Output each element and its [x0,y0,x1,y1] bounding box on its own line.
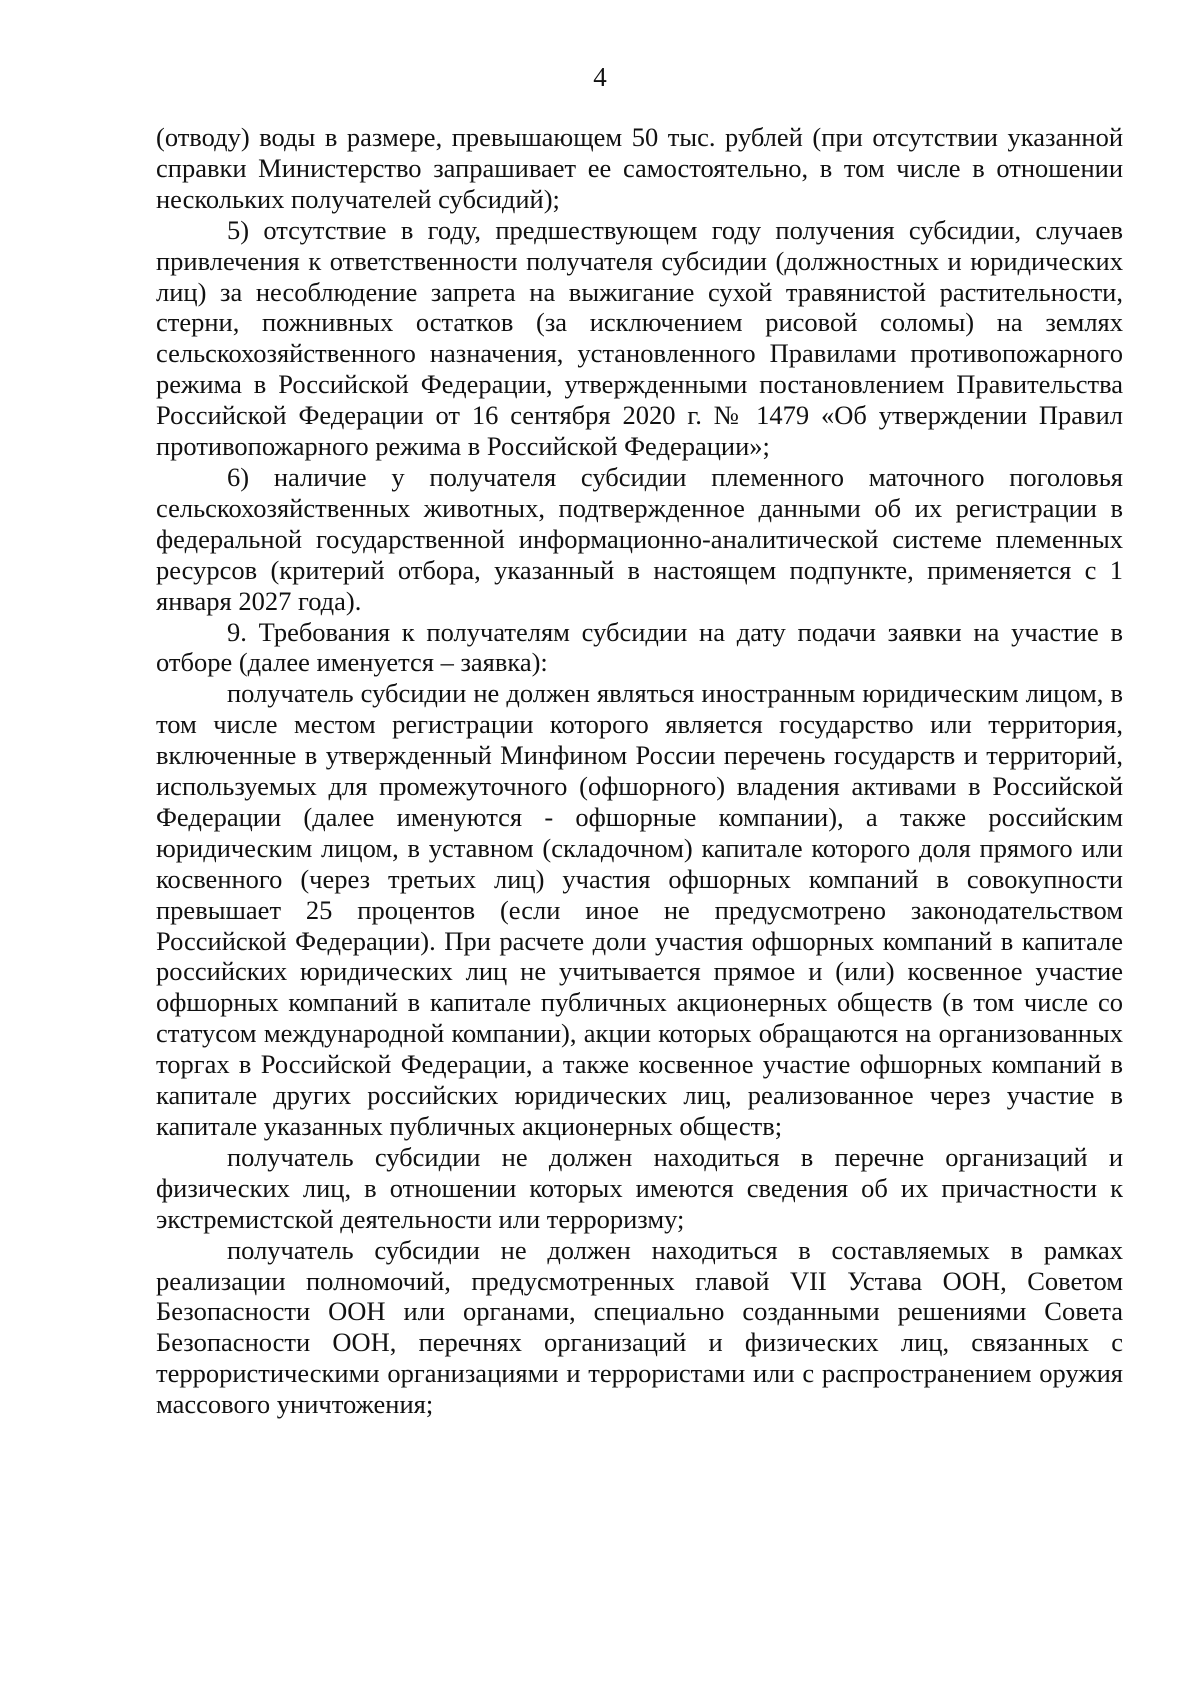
paragraph-requirement-offshore: получатель субсидии не должен являться иностранным юридическим лицом, в том числе местом регистрации которого является государство или территория, включенные в утвержденный Минфином России перечень государств и территорий, используемых для промежуточного (офшорного) владения активами в Российской Федерации (далее именуются - офшорные компании), а также российским юридическим лицом, в уставном (складочном) капитале которого доля прямого или косвенного (через третьих лиц) участия офшорных компаний в совокупности превышает 25 процентов (если иное не предусмотрено законодательством Российской Федерации). При расчете доли участия офшорных компаний в капитале российских юридических лиц не учитывается прямое и (или) косвенное участие офшорных компаний в капитале публичных акционерных обществ (в том числе со статусом международной компании), акции которых обращаются на организованных торгах в Российской Федерации, а также косвенное участие офшорных компаний в капитале других российских юридических лиц, реализованное через участие в капитале указанных публичных акционерных обществ; [156,678,1123,1141]
paragraph-requirement-extremism: получатель субсидии не должен находиться в перечне организаций и физических лиц, в отношении которых имеются сведения об их причастности к экстремистской деятельности или терроризму; [156,1141,1123,1234]
document-body [156,122,1123,1420]
paragraph-continuation: (отводу) воды в размере, превышающем 50 тыс. рублей (при отсутствии указанной справки Министерство запрашивает ее самостоятельно, в том числе в отношении нескольких получателей субсидий); [156,122,1123,214]
paragraph-section-9: 9. Требования к получателям субсидии на дату подачи заявки на участие в отборе (далее именуется – заявка): [156,616,1123,678]
paragraph-item-5: 5) отсутствие в году, предшествующем году получения субсидии, случаев привлечения к ответственности получателя субсидии (должностных и юридических лиц) за несоблюдение запрета на выжигание сухой травянистой растительности, стерни, пожнивных остатков (за исключением рисовой соломы) на землях сельскохозяйственного назначения, установленного Правилами противопожарного режима в Российской Федерации, утвержденными постановлением Правительства Российской Федерации от 16 сентября 2020 г. № 1479 «Об утверждении Правил противопожарного режима в Российской Федерации»; [156,214,1123,462]
paragraph-requirement-un-lists: получатель субсидии не должен находиться в составляемых в рамках реализации полномочий, предусмотренных главой VII Устава ООН, Советом Безопасности ООН или органами, специально созданными решениями Совета Безопасности ООН, перечнях организаций и физических лиц, связанных с террористическими организациями и террористами или с распространением оружия массового уничтожения; [156,1234,1123,1420]
paragraph-item-6: 6) наличие у получателя субсидии племенного маточного поголовья сельскохозяйственных животных, подтвержденное данными об их регистрации в федеральной государственной информационно-аналитической системе племенных ресурсов (критерий отбора, указанный в настоящем подпункте, применяется с 1 января 2027 года). [156,461,1123,616]
page-number: 4 [593,62,607,92]
